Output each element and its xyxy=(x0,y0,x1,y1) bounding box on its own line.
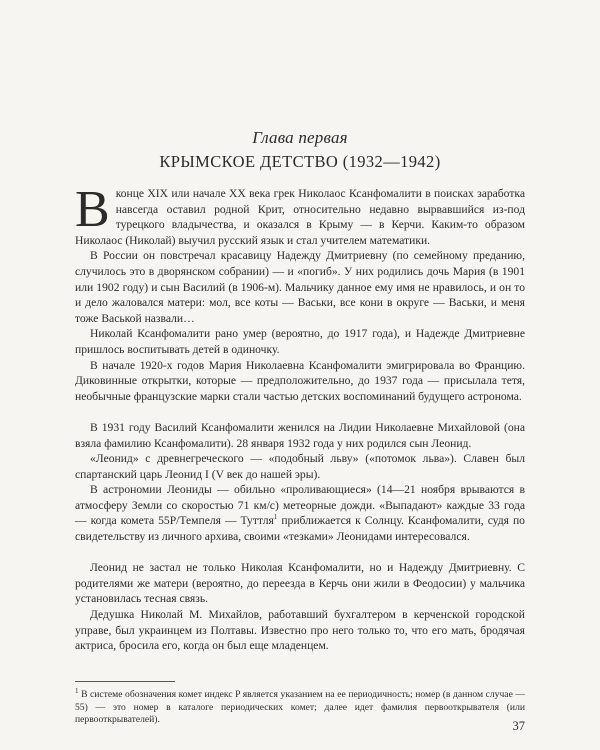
paragraph-6: «Леонид» с древнегреческого — «подобный льву» («потомок льва»). Славен был спартанский царь Леонид I (V век до нашей эры). xyxy=(75,452,525,481)
paragraph-7-text-b: приближается к Солнцу. Ксанфомалити, судя по свидетельству из личного архива, своими «тезками» Леонидами интересовался. xyxy=(75,514,525,544)
body-text xyxy=(75,181,525,654)
paragraph-1-text: конце XIX или начале XX века грек Николаос Ксанфомалити в поисках заработка навсегда оставил родной Крит, относительно недавно вырвавшийся из-под турецкого владычества, и оказался в Крыму — в Керчи. Каким-то образом Николаос (Николай) выучил русский язык и стал учителем математики. xyxy=(75,187,525,247)
footnote xyxy=(75,685,525,727)
drop-cap: В xyxy=(75,181,110,238)
chapter-label: Глава первая xyxy=(252,128,348,147)
section-gap xyxy=(75,545,525,561)
paragraph-2: В России он повстречал красавицу Надежду Дмитриевну (по семейному преданию, случилось это в дворянском собрании) — и «погиб». У них родились дочь Мария (в 1901 или 1902 году) и сын Василий (в 1906-м). Мальчику данное ему имя не нравилось, и он то и дело жаловался матери: мол, все коты — Васьки, все кони в округе — Васьки, и меня тоже Васькой назвали… xyxy=(75,249,525,325)
section-gap xyxy=(75,404,525,420)
paragraph-7-text-a: В астрономии Леониды — обильно «проливающиеся» (14—21 ноября врываются в атмосферу Земли со скоростью 71 км/с) метеорные дожди. «Выпадают» каждые 33 года — когда комета 55P/Темпеля — Туттля xyxy=(75,483,525,528)
paragraph-3: Николай Ксанфомалити рано умер (вероятно, до 1917 года), и Надежде Дмитриевне пришлось воспитывать детей в одиночку. xyxy=(75,327,525,356)
paragraph-1 xyxy=(75,181,525,248)
footnote-mark: 1 xyxy=(75,687,79,695)
page-number: 37 xyxy=(512,719,525,733)
paragraph-9: Дедушка Николай М. Михайлов, работавший бухгалтером в керченской городской управе, был украинцем из Полтавы. Известно про него только то, что его мать, бродячая актриса, бросила его, когда он был еще младенцем. xyxy=(75,608,525,653)
paragraph-7 xyxy=(75,482,525,544)
footnote-divider xyxy=(75,681,175,682)
paragraph-8: Леонид не застал не только Николая Ксанфомалити, но и Надежду Дмитриевну. С родителями же матери (вероятно, до переезда в Керчь они жили в Феодосии) у мальчика установилась тесная связь. xyxy=(75,561,525,606)
paragraph-4: В начале 1920-х годов Мария Николаевна Ксанфомалити эмигрировала во Францию. Диковинные открытки, которые — предположительно, до 1937 года — присылала тетя, необычные французские марки стали частью детских воспоминаний будущего астронома. xyxy=(75,358,525,403)
footnote-text: В системе обозначения комет индекс P является указанием на ее периодичность; номер (в данном случае — 55) — это номер в каталоге периодических комет; далее идет фамилия первооткрывателя (или первооткрывателей). xyxy=(75,689,525,726)
paragraph-5: В 1931 году Василий Ксанфомалити женился на Лидии Николаевне Михайловой (она взяла фамилию Ксанфомалити). 28 января 1932 года у них родился сын Леонид. xyxy=(75,420,525,450)
chapter-title: КРЫМСКОЕ ДЕТСТВО (1932—1942) xyxy=(159,152,441,171)
footnote-reference[interactable]: 1 xyxy=(273,513,278,522)
